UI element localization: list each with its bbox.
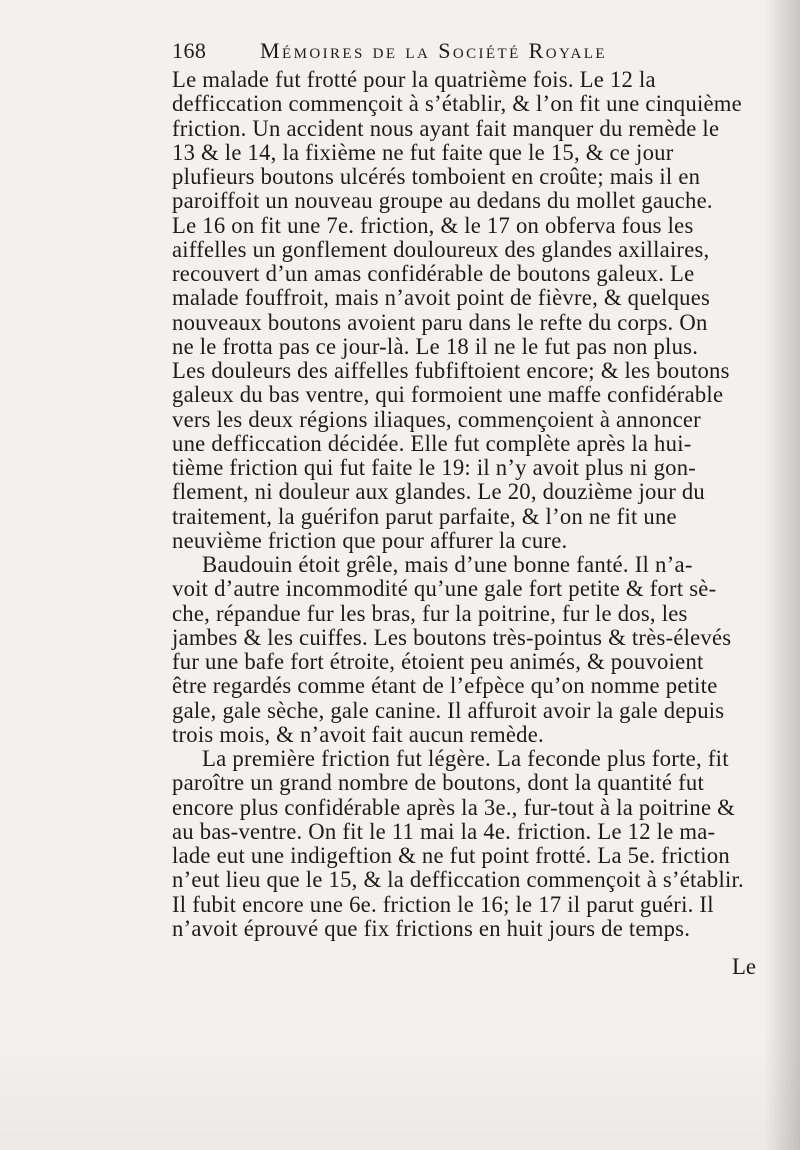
page-number: 168 xyxy=(172,38,207,63)
text-line: 13 & le 14, la fixième ne fut faite que le 15, & ce jour xyxy=(172,139,674,165)
text-line: n’avoit éprouvé que fix frictions en huit jours de temps. xyxy=(172,915,691,941)
text-line: Le malade fut frotté pour la quatrième fois. Le 12 la xyxy=(172,67,656,92)
running-title: Mémoires de la Société Royale xyxy=(260,38,607,63)
text-line: Les douleurs des aiffelles fubfiftoient encore; & les boutons xyxy=(172,358,730,383)
text-line: tième friction qui fut faite le 19: il n’y avoit plus ni gon- xyxy=(172,455,697,480)
text-line: gale, gale sèche, gale canine. Il affuroit avoir la gale depuis xyxy=(172,697,725,723)
text-line: encore plus confidérable après la 3e., fur-tout à la poitrine & xyxy=(172,794,736,820)
text-line: lade eut une indigeftion & ne fut point frotté. La 5e. friction xyxy=(172,843,730,868)
text-line: malade fouffroit, mais n’avoit point de fièvre, & quelques xyxy=(172,285,711,311)
text-line: Le 16 on fit une 7e. friction, & le 17 on obferva fous les xyxy=(172,212,694,238)
text-line: defficcation commençoit à s’établir, & l’on fit une cinquième xyxy=(172,91,742,117)
page-header xyxy=(172,34,767,68)
text-line: nouveaux boutons avoient paru dans le refte du corps. On xyxy=(172,309,708,335)
text-line: neuvième friction que pour affurer la cure. xyxy=(172,527,568,553)
text-line: au bas-ventre. On fit le 11 mai la 4e. friction. Le 12 le ma- xyxy=(172,818,716,844)
text-line: friction. Un accident nous ayant fait manquer du remède le xyxy=(172,115,720,141)
text-line: traitement, la guérifon parut parfaite, & l’on ne fit une xyxy=(172,503,677,529)
text-line: galeux du bas ventre, qui formoient une maffe confidérable xyxy=(172,382,724,408)
text-line: voit d’autre incommodité qu’une gale fort petite & fort sè- xyxy=(172,576,717,602)
text-line: être regardés comme étant de l’efpèce qu’on nomme petite xyxy=(172,673,718,699)
text-line: n’eut lieu que le 15, & la defficcation commençoit à s’établir. xyxy=(172,867,744,893)
text-line: vers les deux régions iliaques, commençoient à annoncer xyxy=(172,406,701,432)
text-line: jambes & les cuiffes. Les boutons très-pointus & très-élevés xyxy=(172,624,732,650)
text-line: fur une bafe fort étroite, étoient peu animés, & pouvoient xyxy=(172,649,704,674)
catchword: Le xyxy=(732,954,757,979)
text-line: ne le frotta pas ce jour-là. Le 18 il ne le fut pas non plus. xyxy=(172,333,699,359)
text-line: Il fubit encore une 6e. friction le 16; le 17 il parut guéri. Il xyxy=(172,891,714,917)
text-line: paroiffoit un nouveau groupe au dedans du mollet gauche. xyxy=(172,188,713,214)
text-line: une defficcation décidée. Elle fut complète après la hui- xyxy=(172,430,692,456)
text-block xyxy=(172,34,767,979)
text-line: La première friction fut légère. La feconde plus forte, fit xyxy=(202,746,729,771)
paragraph-2 xyxy=(172,553,767,747)
text-line: flement, ni douleur aux glandes. Le 20, douzième jour du xyxy=(172,479,706,505)
text-line: che, répandue fur les bras, fur la poitrine, fur le dos, les xyxy=(172,600,688,626)
paragraph-1 xyxy=(172,68,767,553)
paper-tone-overlay xyxy=(0,1030,800,1150)
page-gutter-shadow xyxy=(764,0,800,1150)
paragraph-3 xyxy=(172,747,767,941)
text-line: plufieurs boutons ulcérés tomboient en croûte; mais il en xyxy=(172,164,701,189)
text-line: paroître un grand nombre de boutons, dont la quantité fut xyxy=(172,770,704,796)
text-line: aiffelles un gonflement douloureux des glandes axillaires, xyxy=(172,236,710,262)
text-line: Baudouin étoit grêle, mais d’une bonne fanté. Il n’a- xyxy=(202,552,693,577)
text-line: recouvert d’un amas confidérable de boutons galeux. Le xyxy=(172,261,695,286)
text-line: trois mois, & n’avoit fait aucun remède. xyxy=(172,721,544,747)
